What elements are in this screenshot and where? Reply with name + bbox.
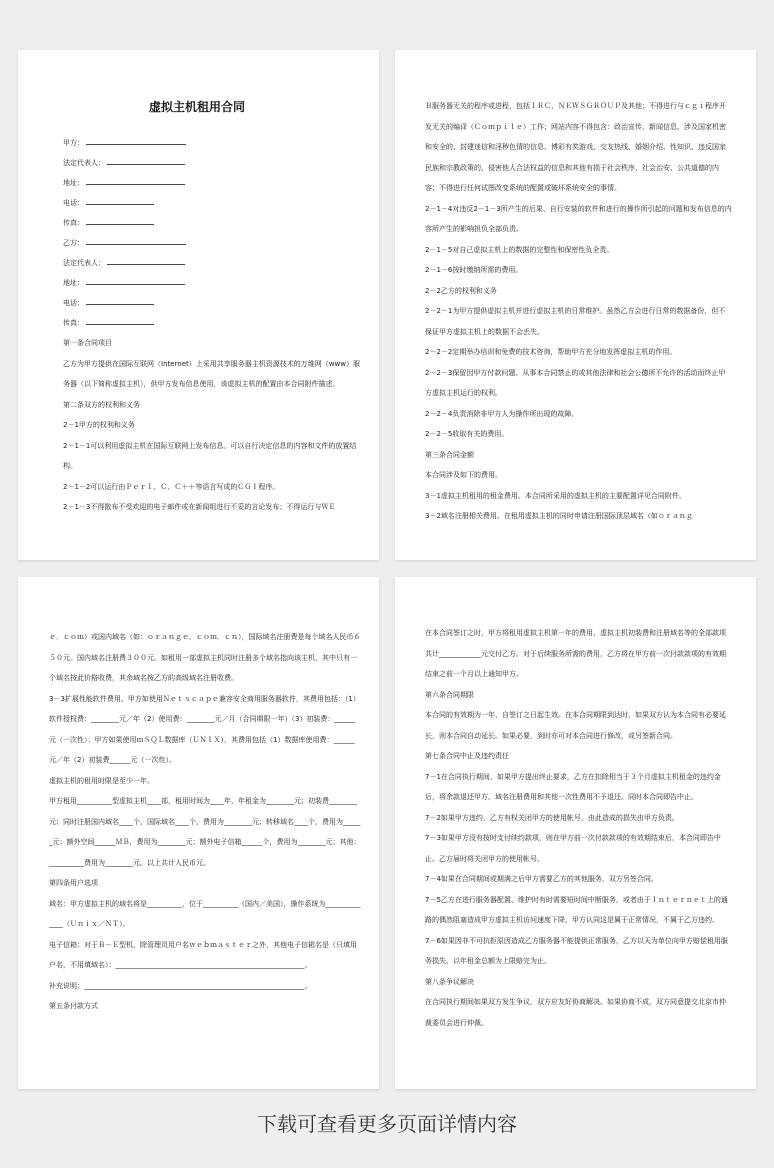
paragraph: 2－2－4负责消除非甲方人为操作所出现的故障。 (425, 409, 579, 418)
field-legal-rep-a: 法定代表人： (63, 153, 361, 173)
blank-line (86, 137, 186, 145)
document-page-3 (18, 577, 379, 1089)
paragraph: 在合同执行期间如果双方发生争议，双方应友好协商解决。如果协商不成，双方同意提交北京市仲裁委员会进行仲裁。 (425, 998, 726, 1027)
paragraph: 2－2－1为甲方提供虚拟主机并进行虚拟主机的日常维护。虽然乙方会进行日常的数据备份，但不保证甲方虚拟主机上的数据不会丢失。 (425, 307, 726, 336)
paragraph: 2－1－5对自己虚拟主机上的数据的完整性和保密性负全责。 (425, 245, 614, 254)
paragraph: 7－5乙方在进行服务器配置、维护时有时需要短时间中断服务，或者由于Ｉｎｔｅｒｎｅｔ上的通路的偶然阻塞造成甲方虚拟主机访问速度下降，甲方认同这是属于正常情况，不属于乙方违约。 (425, 895, 728, 924)
paragraph: 7－6如果因非不可抗拒原因造成乙方服务器不能提供正常服务，乙方以天为单位向甲方赔偿租用服务损失，以年租金总额为上限赔完为止。 (425, 936, 728, 965)
field-fax-a: 传真： (63, 213, 361, 233)
field-phone-b: 电话： (63, 293, 361, 313)
paragraph: 甲方租用__________型虚拟主机____部，租用时间为____年，年租金为________元；初装费________元；同时注册国内域名____个，国际域名____个，费用为________元；转移域名____个，费用为______元；额外空间______ＭＢ，费用为________元；额外电子信箱______个，费用为________元；其他：__________费用为________元。以上共计人民币元。 (49, 797, 361, 867)
paragraph: 虚拟主机的租用时限是至少一年。 (49, 776, 154, 785)
paragraph: 域名：甲方虚拟主机的域名将是__________，位于__________（国内／美国），操作系统为______________（Ｕｎｉｘ／ＮＴ）。 (49, 899, 361, 928)
blank-line (86, 177, 185, 185)
section-heading: 第三条合同金额 (425, 450, 474, 459)
download-more-link[interactable]: 下载可查看更多页面详情内容 (257, 1112, 517, 1136)
paragraph: 2－2－3保留因甲方付款问题、从事本合同禁止的或其他法律和社会公德所不允许的活动而终止甲方虚拟主机运行的权利。 (425, 368, 726, 397)
blank-line (86, 277, 185, 285)
document-page-2 (395, 50, 756, 560)
page1-body (63, 333, 361, 518)
section-heading: 第七条合同中止及违约责任 (425, 752, 509, 760)
paragraph: 7－1在合同执行期间，如果甲方提出终止要求，乙方在扣除相当于３个月虚拟主机租金的违约金后，将余款退还甲方。域名注册费用和其他一次性费用不予退还。同时本合同即告中止。 (425, 772, 721, 801)
paragraph: 2－2－5收取有关的费用。 (425, 430, 509, 438)
paragraph: 3－3扩展性能软件费用。甲方如使用Ｎｅｔｓｃａｐｅ兼容安全商用服务器软件，其费用包括：（1）软件授权费：________元／年（2）使用费：________元／月（合同期限一年）（3）初装费：______元（一次性）；甲方如果使用ｍＳＱＬ数据库（ＵＮＩＸ），其费用包括（1）数据库使用费：______元／年（2）初装费______元（一次性）。 (49, 694, 360, 764)
paragraph: 3－1虚拟主机租用的租金费用。本合同所采用的虚拟主机的主要配置详见合同附件。 (425, 491, 686, 500)
blank-line (86, 317, 154, 325)
section-heading: 2－2乙方的权利和义务 (425, 286, 497, 295)
paragraph: 2－1－1可以利用虚拟主机在国际互联网上发布信息。可以自行决定信息的内容和文件的放置结构。 (63, 441, 357, 470)
blank-line (86, 237, 186, 245)
blank-line (86, 297, 154, 305)
field-legal-rep-b: 法定代表人： (63, 253, 361, 273)
paragraph: 3－2域名注册相关费用。在租用虚拟主机的同时申请注册国际顶层域名（如ｏｒａｎｇ (425, 512, 693, 520)
field-party-a: 甲方： (63, 133, 361, 153)
paragraph: 2－2－2定期举办培训和免费的技术咨询，帮助甲方充分地发挥虚拟主机的作用。 (425, 348, 677, 356)
paragraph: 2－1甲方的权利和义务 (63, 421, 135, 429)
paragraph: 电子信箱：对于Ｂ－Ｅ型机，除管理员用户名ｗｅｂｍａｓｔｅｒ之外，其他电子信箱名是（只填用户名，不用填域名）：______________________________________________________。 (49, 940, 357, 969)
document-page-4 (395, 577, 756, 1089)
blank-line (86, 197, 154, 205)
paragraph: 本合同的有效期为一年，自签订之日起生效。在本合同期限到达时，如果双方认为本合同有必要延长，则本合同自动延长。如果必要，到时亦可对本合同进行修改，或另签新合同。 (425, 711, 726, 740)
field-address-a: 地址： (63, 173, 361, 193)
paragraph: 2－1－2可以运行由Ｐｅｒｌ、Ｃ、Ｃ＋＋等语言写成的ＣＧＩ程序。 (63, 482, 280, 491)
paragraph: 2－1－3不得散布不受欢迎的电子邮件或在新闻组进行不妥的言论发布；不得运行与ＷＥ (63, 503, 336, 511)
paragraph: 在本合同签订之时，甲方将租用虚拟主机第一年的费用、虚拟主机初装费和注册域名等的全部款项共计____________元交付乙方。对于后续服务所需的费用，乙方将在甲方前一次付款款项的有效期结束之前一个月以上通知甲方。 (425, 629, 726, 678)
section-heading: 第四条用户选项 (49, 879, 98, 887)
paragraph: 乙方为甲方提供在国际互联网（Internet）上采用共享服务器主机资源技术的万维网（www）服务器（以下简称虚拟主机），供甲方发布信息使用，该虚拟主机的配置由本合同附件描述。 (63, 359, 360, 388)
blank-line (86, 217, 154, 225)
blank-line (107, 257, 185, 265)
paragraph: ｅ．ｃｏｍ）或国内域名（如：ｏｒａｎｇｅ．ｃｏｍ．ｃｎ），国际域名注册费是每个域名人民币６５０元。国内域名注册费３００元。如租用一部虚拟主机同时注册多个域名指向该主机，其中只有一个域名按此价格收费，其余域名按乙方的高级域名注册收费。 (49, 633, 361, 682)
field-fax-b: 传真： (63, 313, 361, 333)
section-heading: 第八条争议解决 (425, 977, 474, 986)
paragraph: 2－1－6按时缴纳所需的费用。 (425, 266, 523, 274)
contract-title: 虚拟主机租用合同 (148, 100, 245, 114)
field-party-b: 乙方： (63, 233, 361, 253)
field-address-b: 地址： (63, 273, 361, 293)
blank-line (107, 157, 185, 165)
document-page-1 (18, 50, 379, 560)
section-heading: 第五条付款方式 (49, 1002, 98, 1010)
party-fields (63, 133, 361, 333)
field-phone-a: 电话： (63, 193, 361, 213)
paragraph: 7－4如果在合同期间或期满之后甲方需要乙方的其他服务，双方另签合同。 (425, 875, 658, 883)
paragraph: 2－1－4对违反2－1－3所产生的后果、自行安装的软件和进行的操作所引起的问题和发布信息的内容所产生的影响担负全部负责。 (425, 204, 732, 233)
section-heading: 第二条双方的权利和义务 (63, 400, 140, 409)
section-heading: 第六条合同期限 (425, 690, 474, 699)
section-heading: 第一条合同项目 (63, 339, 112, 347)
paragraph: Ｂ服务器无关的程序或进程，包括ＩＲＣ、ＮＥＷＳＧＲＯＵＰ及其他；不得进行与ｃｇｉ程序开发无关的编译（Ｃｏｍｐｉｌｅ）工作；网站内容不得包含：政治宣传、新闻信息、涉及国家机密和安全的、封建迷信和淫秽色情的信息、博彩有奖游戏、交友热线、婚姻介绍、性知识、违反国家民族和宗教政策的、侵害他人合法权益的信息和其他有损于社会秩序、社会治安、公共道德的内容；不得进行任何试图改变系统的配置或破坏系统安全的事情。 (425, 102, 726, 192)
paragraph: 7－3如果甲方没有按时支付续约款项，则在甲方前一次付款款项的有效期结束后，本合同即告中止。乙方届时将关闭甲方的使用帐号。 (425, 834, 721, 863)
paragraph: 本合同涉及如下的费用。 (425, 471, 502, 479)
paragraph: 7－2如果甲方违约，乙方有权关闭甲方的使用帐号，由此造成的损失由甲方负责。 (425, 813, 679, 822)
paragraph: 补充说明：_______________________________________________________________。 (49, 981, 312, 990)
